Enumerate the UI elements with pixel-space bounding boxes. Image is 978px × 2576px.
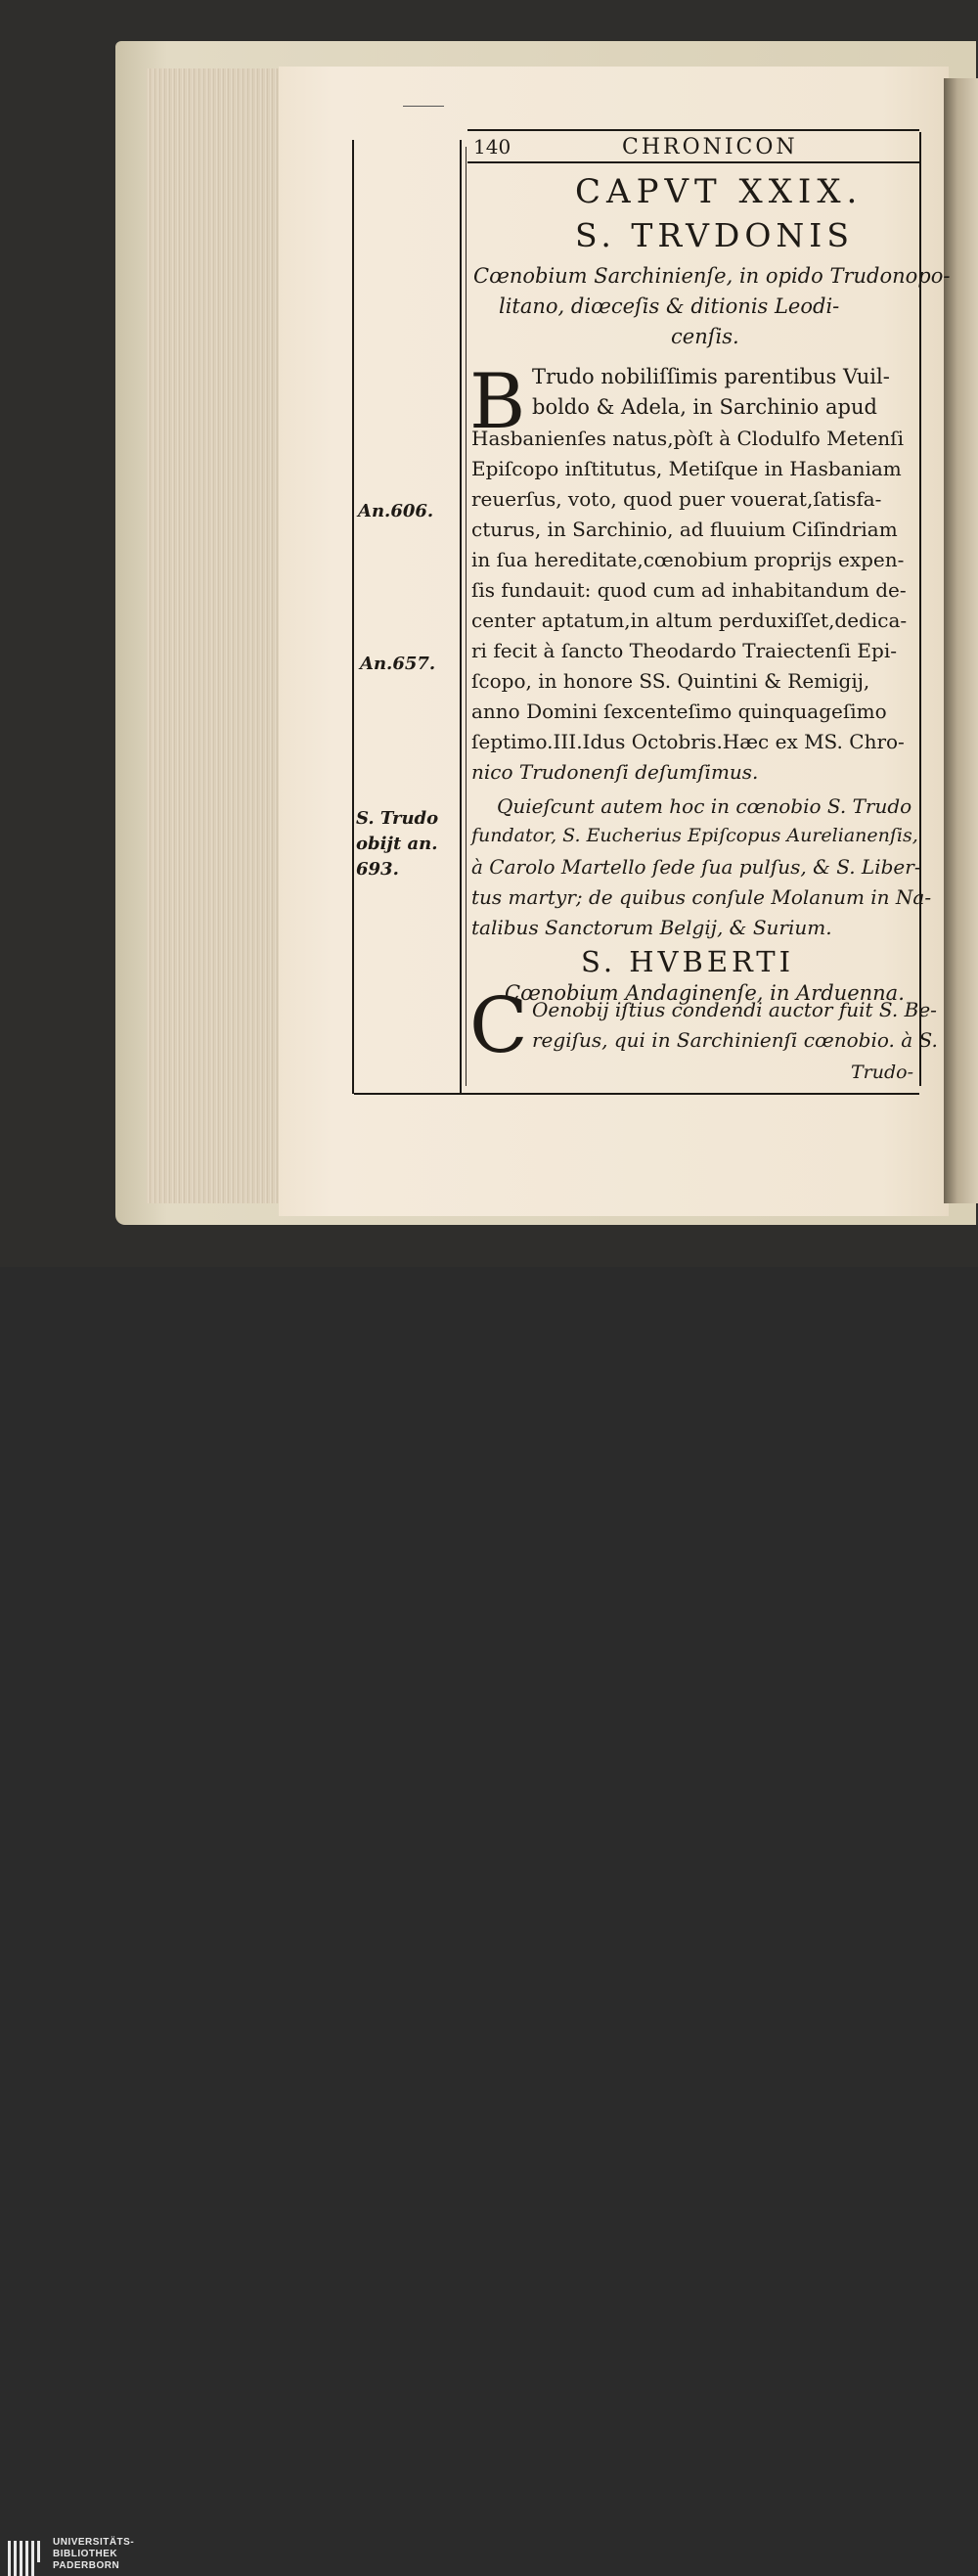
section-heading: S. HVBERTI	[581, 945, 795, 978]
library-name-line: PADERBORN	[53, 2560, 120, 2571]
margin-note: S. Trudo	[356, 808, 439, 829]
body-line: reuerſus, voto, quod puer vouerat,ſatisfa-	[471, 487, 882, 511]
body-line: à Carolo Martello ſede ſua pulſus, & S. Liber-	[471, 855, 921, 879]
body-line: fundator, S. Eucherius Epiſcopus Aurelianenſis,	[471, 825, 918, 846]
library-name-line: BIBLIOTHEK	[53, 2549, 118, 2559]
body-line: in ſua hereditate,cœnobium proprijs expen-	[471, 548, 905, 571]
subtitle-line: cenſis.	[671, 325, 739, 348]
page-edges	[147, 68, 284, 1203]
subtitle-line: Cœnobium Andaginenſe, in Arduenna.	[505, 981, 905, 1005]
running-head: CHRONICON	[622, 135, 798, 159]
header-rule-bottom	[467, 161, 919, 163]
margin-note: 693.	[356, 859, 399, 880]
library-logo-icon	[8, 2541, 43, 2576]
header-rule-top	[467, 129, 919, 131]
body-line: Trudo nobiliſſimis parentibus Vuil-	[532, 365, 890, 388]
library-footer	[0, 1267, 978, 2571]
body-line: ſis fundauit: quod cum ad inhabitandum de-	[471, 578, 907, 602]
body-line: ſcopo, in honore SS. Quintini & Remigij,	[471, 669, 870, 693]
body-line: regiſus, qui in Sarchinienſi cœnobio. à S.	[532, 1028, 938, 1052]
page-number: 140	[473, 135, 511, 158]
drop-cap: C	[469, 982, 528, 1070]
body-line: cturus, in Sarchinio, ad fluuium Ciſindriam	[471, 518, 898, 541]
body-line: Oenobij iſtius condendi auctor fuit S. Be-	[532, 998, 937, 1021]
drop-cap: B	[469, 358, 526, 446]
body-line: anno Domini ſexcenteſimo quinquageſimo	[471, 700, 887, 723]
body-line: tus martyr; de quibus conſule Molanum in Na-	[471, 885, 932, 909]
body-line: ri fecit à ſancto Theodardo Traiectenſi Epi-	[471, 639, 897, 662]
subtitle-line: Cœnobium Sarchinienſe, in opido Trudonopo-	[473, 264, 951, 288]
section-title: S. TRVDONIS	[575, 216, 854, 254]
margin-note: obijt an.	[356, 834, 438, 854]
pencil-mark	[403, 106, 444, 107]
body-line: Hasbanienſes natus,pòſt à Clodulfo Metenſi	[471, 427, 904, 450]
body-line: center aptatum,in altum perduxiſſet,dedica-	[471, 609, 908, 632]
margin-note: An.657.	[360, 654, 436, 674]
body-line: Quieſcunt autem hoc in cœnobio S. Trudo	[497, 794, 912, 818]
margin-rule-inner	[460, 140, 462, 1094]
body-line: Epiſcopo inſtitutus, Metiſque in Hasbaniam	[471, 457, 902, 480]
body-line: boldo & Adela, in Sarchinio apud	[532, 395, 877, 419]
footer-rule	[354, 1093, 919, 1095]
margin-note: An.606.	[358, 501, 434, 521]
body-line: ſeptimo.III.Idus Octobris.Hæc ex MS. Chro-	[471, 730, 905, 753]
library-name-line: UNIVERSITÄTS-	[53, 2537, 135, 2548]
catchword: Trudo-	[851, 1062, 914, 1083]
chapter-title: CAPVT XXIX.	[575, 172, 864, 211]
scanned-book-photo	[0, 0, 978, 1267]
subtitle-line: litano, diœceſis & ditionis Leodi-	[499, 294, 840, 318]
margin-rule-inner-thin	[466, 147, 467, 1086]
body-line: nico Trudonenſi deſumſimus.	[471, 760, 759, 784]
body-line: talibus Sanctorum Belgij, & Surium.	[471, 916, 832, 939]
facing-page-edge	[944, 78, 978, 1203]
margin-rule-left	[352, 140, 354, 1094]
